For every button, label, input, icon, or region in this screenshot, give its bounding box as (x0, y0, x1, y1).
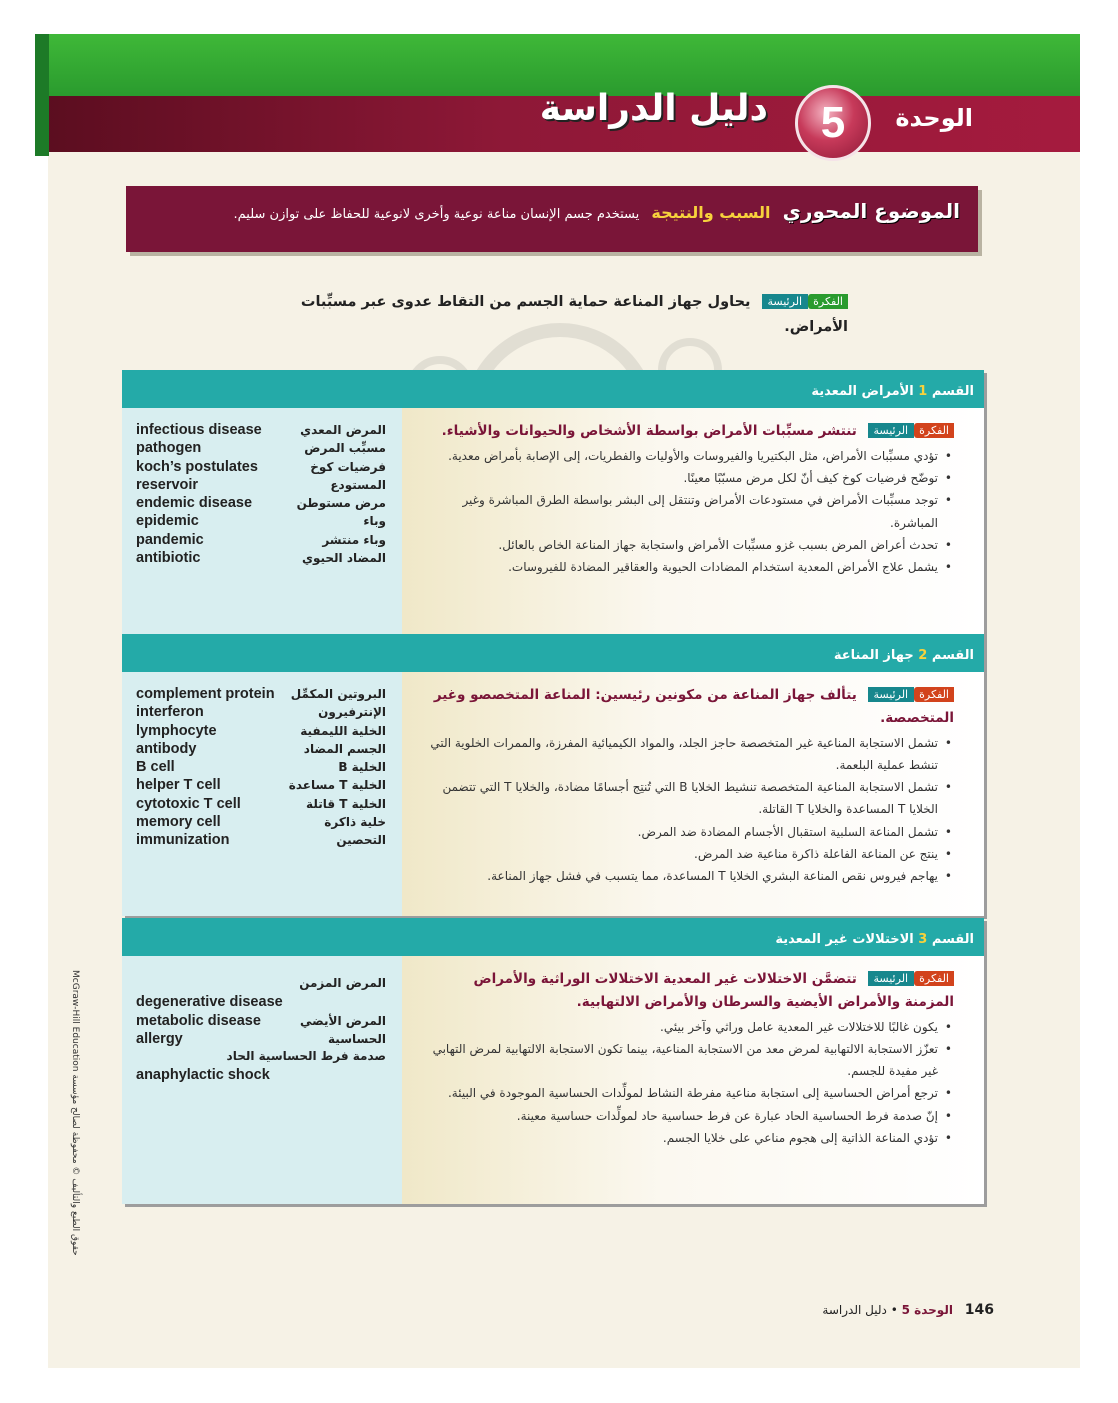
vocab-arabic: وباء (363, 514, 386, 529)
bullet-list (422, 445, 954, 578)
bullet-item: • ترجع أمراض الحساسية إلى استجابة مناعية مفرطة النشاط لمولِّدات الحساسية الموجودة في البيئة. (422, 1082, 954, 1104)
main-idea-tag (762, 292, 848, 311)
bullet-item: • توجد مسبِّبات الأمراض في مستودعات الأمراض وتنتقل إلى البشر بواسطة الطرق المباشرة وغير المباشرة. (422, 489, 954, 533)
vocab-arabic: الخلية الليمفية (300, 723, 386, 738)
vocab-arabic: الإنترفيرون (318, 705, 386, 720)
unit-label: الوحدة (895, 104, 973, 132)
vocab-english: infectious disease (136, 422, 262, 438)
section-label: القسم (931, 932, 974, 947)
vocab-row (136, 759, 386, 777)
section-content (402, 672, 984, 916)
bullet-item: • تشمل المناعة السلبية استقبال الأجسام المضادة ضد المرض. (422, 821, 954, 843)
lead-text: يتألف جهاز المناعة من مكونين رئيسين: المناعة المتخصصو وغير المتخصصة. (433, 687, 954, 726)
section-2 (122, 634, 984, 916)
vocab-arabic: وباء منتشر (322, 532, 386, 547)
tag-part1: الفكرة (808, 294, 848, 309)
vocab-row (136, 495, 386, 513)
bullet-item: • يكون غالبًا للاختلالات غير المعدية عامل وراثي وآخر بيئي. (422, 1016, 954, 1038)
header-left-strip (35, 34, 49, 156)
vocabulary-list (122, 956, 402, 1204)
vocab-arabic: المستودع (330, 477, 386, 492)
section-lead (422, 420, 954, 443)
vocab-english: metabolic disease (136, 1012, 261, 1029)
vocab-arabic: المرض المزمن (299, 976, 386, 990)
big-idea-box (126, 186, 978, 252)
vocab-english: endemic disease (136, 495, 253, 512)
section-content (402, 956, 984, 1204)
vocab-row (136, 440, 386, 458)
vocab-row (136, 723, 386, 741)
page-footer (822, 1302, 994, 1318)
bullet-item: • إنّ صدمة فرط الحساسية الحاد عبارة عن فرط حساسية حاد لمولِّدات حساسية معينة. (422, 1105, 954, 1127)
vocab-row (136, 1031, 386, 1049)
tag-part1: الفكرة (914, 687, 954, 702)
section-title: الأمراض المعدية (811, 384, 914, 399)
page-title: دليل الدراسة (539, 88, 768, 129)
vocab-arabic: البروتين المكمِّل (290, 687, 386, 701)
vocab-row (136, 459, 386, 477)
vocab-english: reservoir (136, 476, 199, 493)
vocab-english: B cell (136, 759, 175, 776)
tag-part2: الرئيسة (868, 971, 915, 986)
vocab-english: antibody (136, 740, 197, 757)
vocab-row (136, 741, 386, 759)
bullet-list (422, 1016, 954, 1149)
section-number: 1 (918, 384, 928, 399)
bullet-item: • توضّح فرضيات كوخ كيف أنّ لكل مرض مسبّبًا معينًا. (422, 467, 954, 489)
vocab-english: cytotoxic T cell (136, 795, 241, 812)
key-idea-tag (868, 422, 954, 441)
vocab-arabic: المرض المعدي (300, 423, 386, 437)
vocab-english: memory cell (136, 814, 221, 831)
lead-text: تنتشر مسبِّبات الأمراض بواسطة الأشخاص والحيوانات والأشياء. (441, 423, 857, 439)
section-title: جهاز المناعة (833, 648, 914, 663)
vocab-arabic: الحساسية (328, 1031, 386, 1046)
section-body (122, 672, 984, 916)
vocab-row (136, 513, 386, 531)
vocab-row (136, 1049, 386, 1067)
bullet-item: • تؤدي مسبِّبات الأمراض، مثل البكتيريا والفيروسات والأوليات والفطريات، إلى الإصابة بأمراض معدية. (422, 445, 954, 467)
main-idea (270, 290, 848, 341)
vocab-row (136, 477, 386, 495)
vocab-row (136, 832, 386, 850)
vocab-arabic: فرضيات كوخ (310, 459, 386, 474)
vocab-row (136, 550, 386, 568)
vocab-arabic: صدمة فرط الحساسية الحاد (226, 1049, 386, 1064)
vocabulary-list (122, 672, 402, 916)
vocab-row (136, 1067, 386, 1085)
section-content (402, 408, 984, 634)
section-header (122, 918, 984, 956)
bullet-item: • تشمل الاستجابة المناعية غير المتخصصة حاجز الجلد، والمواد الكيميائية المفرزة، والممرات الخلوية التي تنشط عملية البلعمة. (422, 732, 954, 776)
section-number: 3 (918, 932, 928, 947)
vocab-row (136, 704, 386, 722)
bullet-item: • يشمل علاج الأمراض المعدية استخدام المضادات الحيوية والعقاقير المضادة للفيروسات. (422, 556, 954, 578)
vocab-english: degenerative disease (136, 994, 283, 1011)
bullet-item: • ينتج عن المناعة الفاعلة ذاكرة مناعية ضد المرض. (422, 843, 954, 865)
bullet-item: • تحدث أعراض المرض بسبب غزو مسبِّبات الأمراض واستجابة جهاز المناعة الخاص بالعائل. (422, 534, 954, 556)
vocab-arabic: الجسم المضاد (303, 741, 386, 756)
vocab-english: koch’s postulates (136, 458, 258, 475)
tag-part2: الرئيسة (868, 687, 915, 702)
vocab-english: antibiotic (136, 550, 201, 567)
tag-part2: الرئيسة (868, 423, 915, 438)
section-label: القسم (931, 648, 974, 663)
bullet-list (422, 732, 954, 887)
tag-part1: الفكرة (914, 423, 954, 438)
copyright-credit: حقوق الطبع والتأليف © محفوظة لصالح مؤسسة McGraw-Hill Education (70, 970, 80, 1256)
vocab-row (136, 814, 386, 832)
tag-part1: الفكرة (914, 971, 954, 986)
bullet-item: • تعزّز الاستجابة الالتهابية لمرض معد من الاستجابة المناعية، بينما تكون الاستجابة الالتهابية لمرض التهابي غير مفيدة للجسم. (422, 1038, 954, 1082)
bullet-item: • تؤدي المناعة الذاتية إلى هجوم مناعي على خلايا الجسم. (422, 1127, 954, 1149)
lead-text: تتضمَّن الاختلالات غير المعدية الاختلالات الوراثية والأمراض المزمنة والأمراض الأيضية والسرطان والأمراض الالتهابية. (473, 971, 954, 1010)
unit-number-badge: 5 (795, 85, 871, 161)
vocab-arabic: مسبِّب المرض (304, 441, 386, 456)
vocab-english: interferon (136, 704, 204, 721)
vocab-english: allergy (136, 1030, 183, 1047)
vocab-english: pathogen (136, 440, 202, 457)
vocab-english: anaphylactic shock (136, 1067, 270, 1084)
vocab-arabic: مرض مستوطن (296, 496, 386, 511)
key-idea-tag (868, 970, 954, 989)
section-body (122, 956, 984, 1204)
vocab-row (136, 532, 386, 550)
section-lead (422, 684, 954, 730)
vocab-arabic: المرض الأيضي (300, 1013, 386, 1028)
key-idea-tag (868, 686, 954, 705)
vocab-row (136, 422, 386, 440)
vocab-row (136, 994, 386, 1012)
vocab-arabic: الخلية T مساعدة (288, 778, 386, 793)
page-number: 146 (964, 1302, 994, 1318)
vocabulary-list (122, 408, 402, 634)
tag-part2: الرئيسة (762, 294, 809, 309)
section-1 (122, 370, 984, 634)
vocab-row (136, 777, 386, 795)
big-idea-title: الموضوع المحوري (782, 199, 960, 223)
vocab-english: helper T cell (136, 777, 221, 794)
vocab-arabic: خلية ذاكرة (324, 815, 386, 830)
main-idea-text: يحاول جهاز المناعة حماية الجسم من التقاط عدوى عبر مسبِّبات الأمراض. (300, 294, 848, 336)
header-green-band (35, 34, 1080, 96)
vocab-english: immunization (136, 832, 230, 849)
bullet-item: • تشمل الاستجابة المناعية المتخصصة تنشيط الخلايا B التي تُنتِج أجسامًا مضادة، والخلايا T التي تتضمن الخلايا T المساعدة والخلايا T القاتلة. (422, 776, 954, 820)
section-number: 2 (918, 648, 928, 663)
section-body (122, 408, 984, 634)
vocab-arabic: الخلية T قاتلة (306, 796, 386, 811)
section-header (122, 370, 984, 408)
vocab-row (136, 796, 386, 814)
vocab-row (136, 976, 386, 994)
big-idea-text: يستخدم جسم الإنسان مناعة نوعية وأخرى لانوعية للحفاظ على توازن سليم. (233, 207, 640, 222)
vocab-row (136, 1013, 386, 1031)
bullet-item: • يهاجم فيروس نقص المناعة البشري الخلايا T المساعدة، مما يتسبب في فشل جهاز المناعة. (422, 865, 954, 887)
section-title: الاختلالات غير المعدية (775, 932, 914, 947)
section-label: القسم (931, 384, 974, 399)
vocab-arabic: المضاد الحيوي (301, 551, 386, 566)
footer-unit: الوحدة 5 (901, 1303, 953, 1317)
vocab-arabic: التحصين (336, 833, 386, 848)
section-lead (422, 968, 954, 1014)
vocab-arabic: الخلية B (338, 760, 386, 775)
section-header (122, 634, 984, 672)
footer-title: دليل الدراسة (822, 1303, 887, 1317)
vocab-row (136, 686, 386, 704)
vocab-english: complement protein (136, 686, 275, 702)
section-3 (122, 918, 984, 1204)
footer-separator: • (890, 1303, 898, 1317)
vocab-english: lymphocyte (136, 722, 217, 739)
big-idea-subtitle: السبب والنتيجة (651, 203, 771, 222)
vocab-english: epidemic (136, 513, 199, 530)
vocab-english: pandemic (136, 531, 204, 548)
